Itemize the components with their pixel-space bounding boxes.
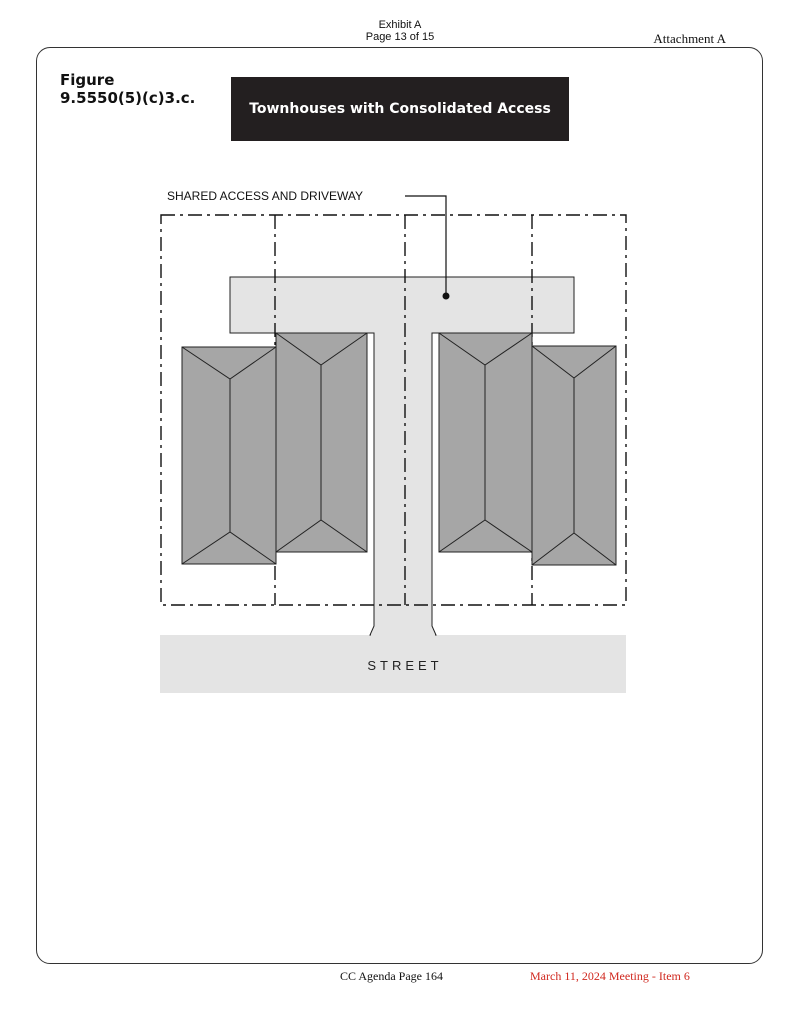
townhouse-1 — [182, 347, 276, 564]
street-label: STREET — [367, 658, 443, 673]
townhouse-3 — [439, 333, 532, 552]
figure-label-line1: Figure — [60, 71, 115, 89]
figure-title: Townhouses with Consolidated Access — [249, 101, 551, 117]
attachment-label: Attachment A — [653, 31, 726, 46]
exhibit-label: Exhibit A — [378, 19, 422, 31]
callout-dot — [443, 293, 450, 300]
callout-label: SHARED ACCESS AND DRIVEWAY — [167, 189, 364, 203]
page-number: Page 13 of 15 — [365, 31, 435, 43]
figure-label-line2: 9.5550(5)(c)3.c. — [60, 89, 196, 107]
townhouse-4 — [532, 346, 616, 565]
agenda-page: CC Agenda Page 164 — [340, 969, 443, 983]
meeting-item: March 11, 2024 Meeting - Item 6 — [530, 969, 690, 983]
townhouse-2 — [276, 333, 367, 552]
